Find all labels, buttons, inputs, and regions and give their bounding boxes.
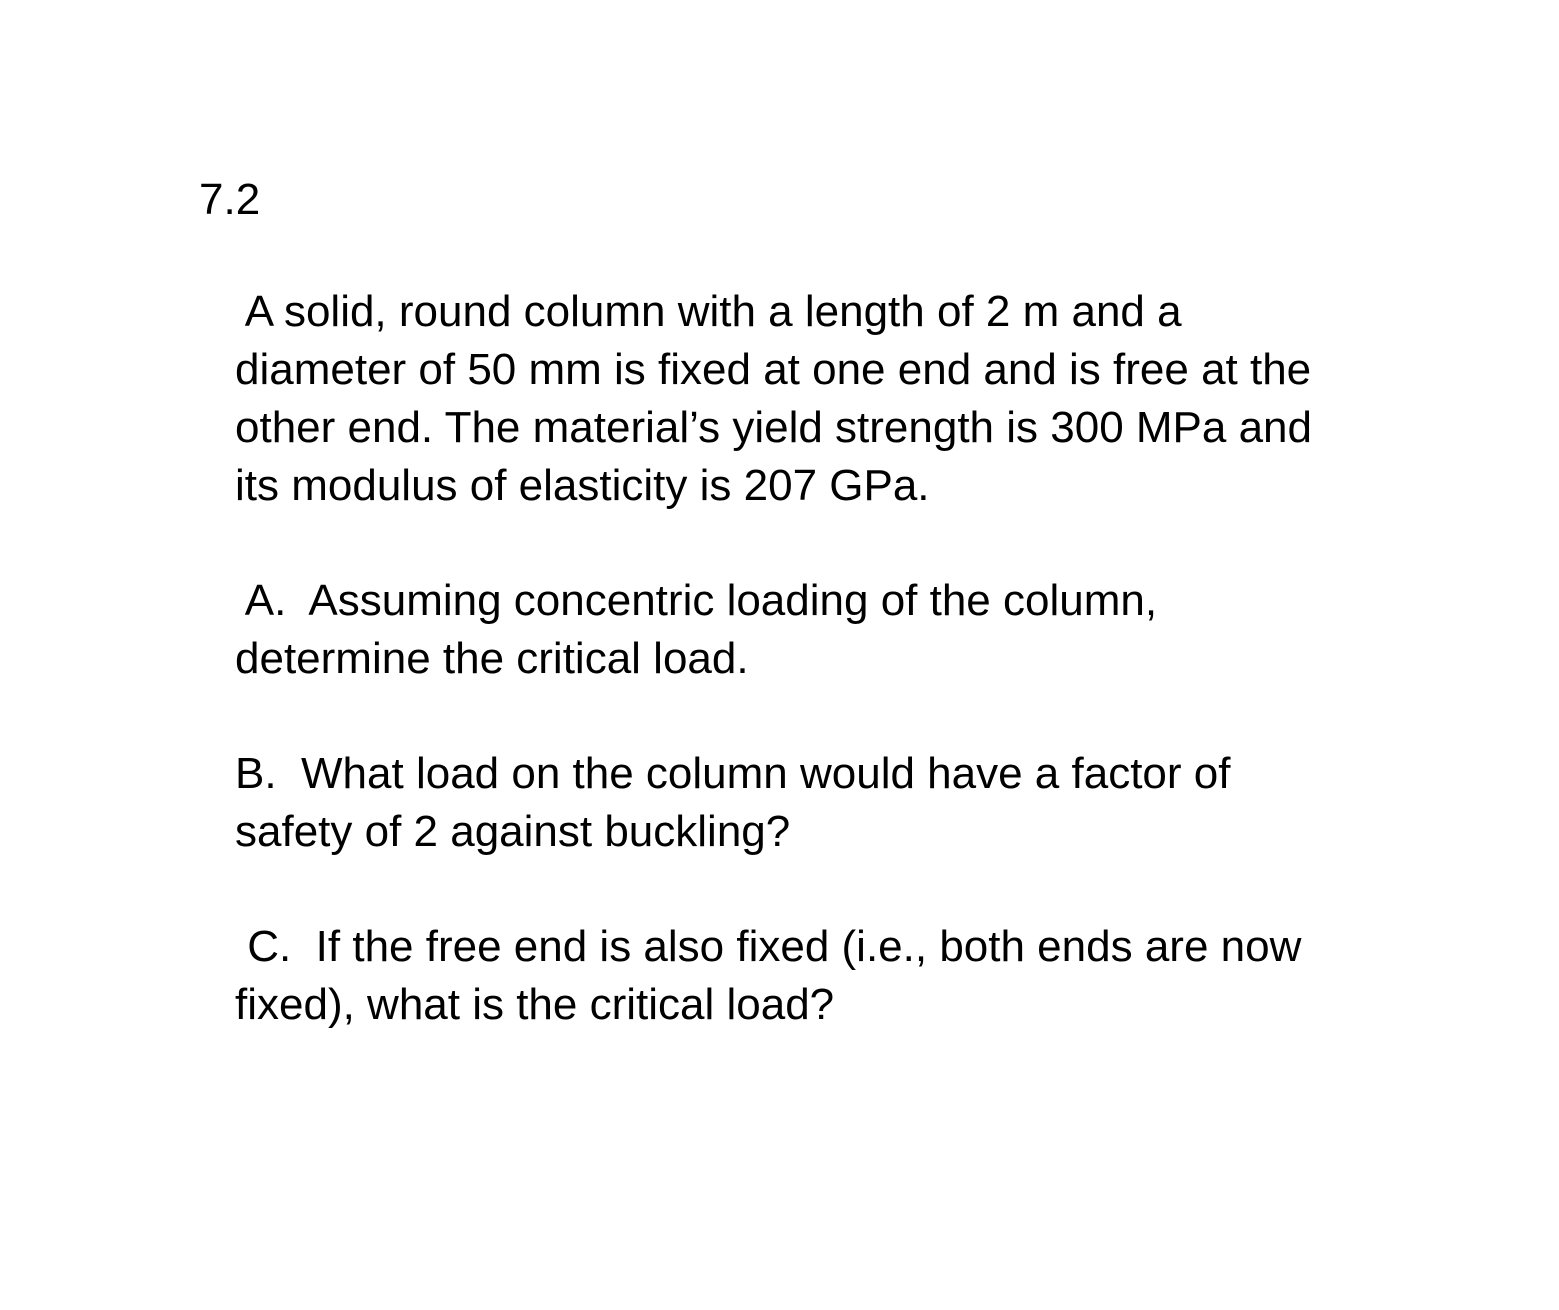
- part-c-line: fixed), what is the critical load?: [235, 980, 835, 1029]
- question-part-b: [235, 745, 1230, 861]
- part-b-line: B. What load on the column would have a factor of: [235, 749, 1231, 798]
- statement-line: other end. The material’s yield strength is 300 MPa and: [235, 403, 1312, 452]
- problem-statement: [235, 283, 1312, 515]
- part-a-line: A. Assuming concentric loading of the column,: [235, 576, 1158, 625]
- problem-number: 7.2: [199, 175, 261, 224]
- question-part-c: [235, 918, 1301, 1034]
- part-b-line: safety of 2 against buckling?: [235, 807, 791, 856]
- part-c-line: C. If the free end is also fixed (i.e., both ends are now: [235, 922, 1302, 971]
- statement-line: A solid, round column with a length of 2 m and a: [235, 287, 1182, 336]
- statement-line: diameter of 50 mm is fixed at one end and is free at the: [235, 345, 1312, 394]
- part-a-line: determine the critical load.: [235, 634, 749, 683]
- statement-line: its modulus of elasticity is 207 GPa.: [235, 461, 930, 510]
- question-part-a: [235, 572, 1157, 688]
